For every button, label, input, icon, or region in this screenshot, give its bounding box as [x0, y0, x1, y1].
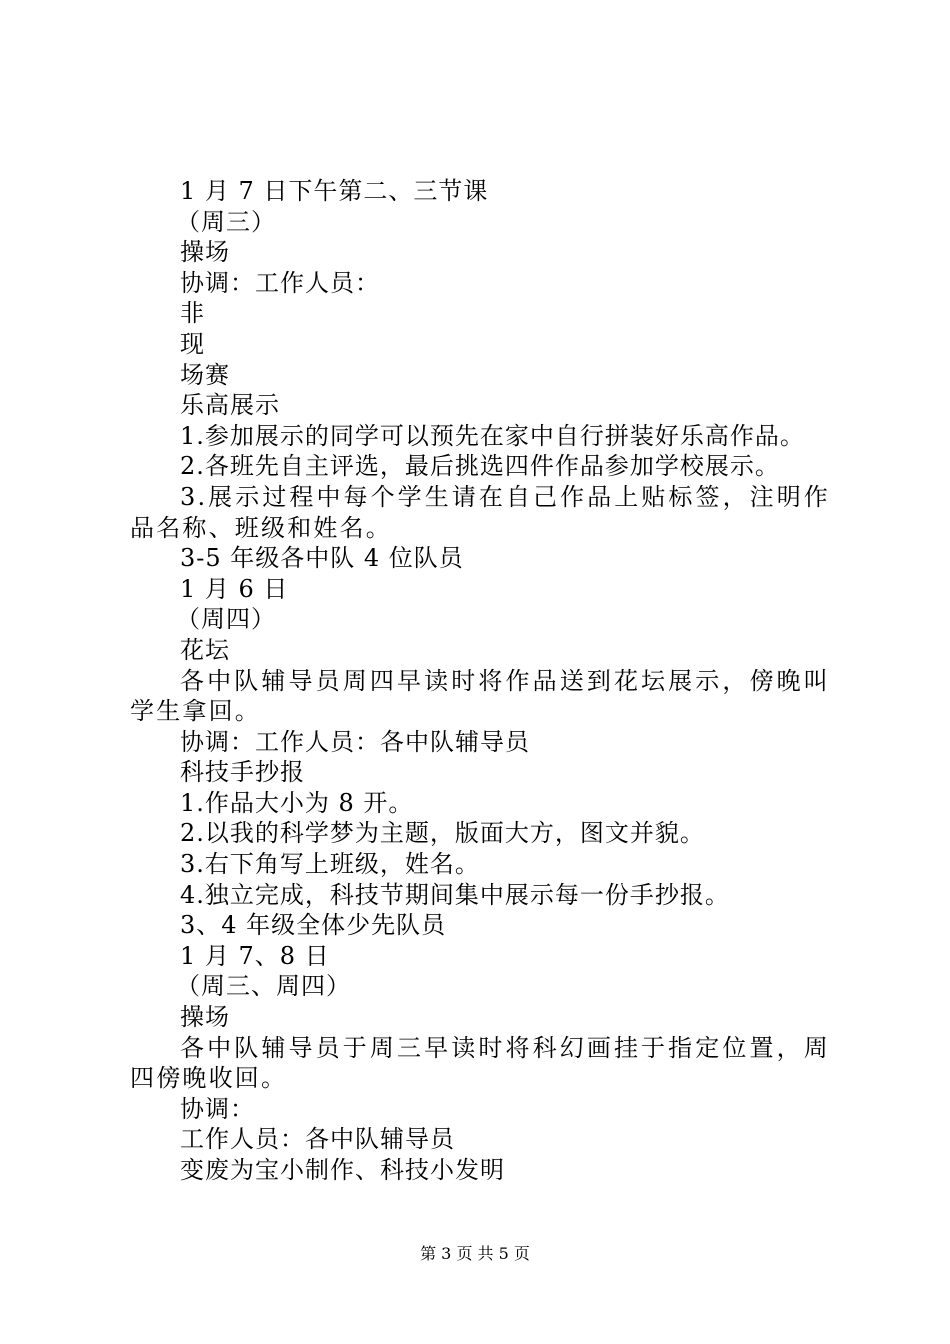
text-line: （周四） [176, 605, 276, 634]
text-paragraph: 3.展示过程中每个学生请在自己作品上贴标签，注明作品名称、班级和姓名。 [130, 482, 830, 542]
text-line: 协调：工作人员： [180, 268, 380, 297]
text-line: 变废为宝小制作、科技小发明 [180, 1156, 505, 1184]
text-paragraph: 各中队辅导员周四早读时将作品送到花坛展示，傍晚叫学生拿回。 [130, 666, 830, 726]
text-line: （周三、周四） [176, 972, 351, 1001]
text-line: 现 [180, 329, 205, 358]
text-line: 非 [180, 299, 205, 328]
text-line: 4.独立完成，科技节期间集中展示每一份手抄报。 [180, 880, 730, 909]
document-body [130, 176, 830, 1186]
text-paragraph: 各中队辅导员于周三早读时将科幻画挂于指定位置，周四傍晚收回。 [130, 1033, 830, 1093]
text-line: 3-5 年级各中队 4 位队员 [180, 544, 464, 573]
text-line: 1.参加展示的同学可以预先在家中自行拼装好乐高作品。 [180, 421, 805, 450]
text-line: 3.右下角写上班级，姓名。 [180, 850, 480, 879]
text-line: 操场 [180, 238, 230, 267]
text-line: 场赛 [180, 360, 230, 389]
text-line: 乐高展示 [180, 391, 280, 420]
text-line: 1 月 6 日 [180, 574, 289, 603]
text-line: 协调：工作人员：各中队辅导员 [180, 727, 530, 756]
text-line: （周三） [176, 207, 276, 236]
text-line: 2.各班先自主评选，最后挑选四件作品参加学校展示。 [180, 452, 780, 481]
text-line: 2.以我的科学梦为主题，版面大方，图文并貌。 [180, 819, 705, 848]
text-line: 工作人员：各中队辅导员 [180, 1125, 455, 1154]
page-footer: 第 3 页 共 5 页 [420, 1244, 530, 1263]
text-line: 协调： [180, 1094, 255, 1123]
text-line: 科技手抄报 [180, 758, 305, 787]
text-line: 1 月 7 日下午第二、三节课 [180, 177, 489, 205]
text-line: 操场 [180, 1003, 230, 1032]
text-line: 1 月 7、8 日 [180, 941, 330, 970]
text-line: 1.作品大小为 8 开。 [180, 788, 414, 817]
text-line: 3、4 年级全体少先队员 [180, 911, 447, 940]
text-line: 花坛 [180, 635, 230, 664]
